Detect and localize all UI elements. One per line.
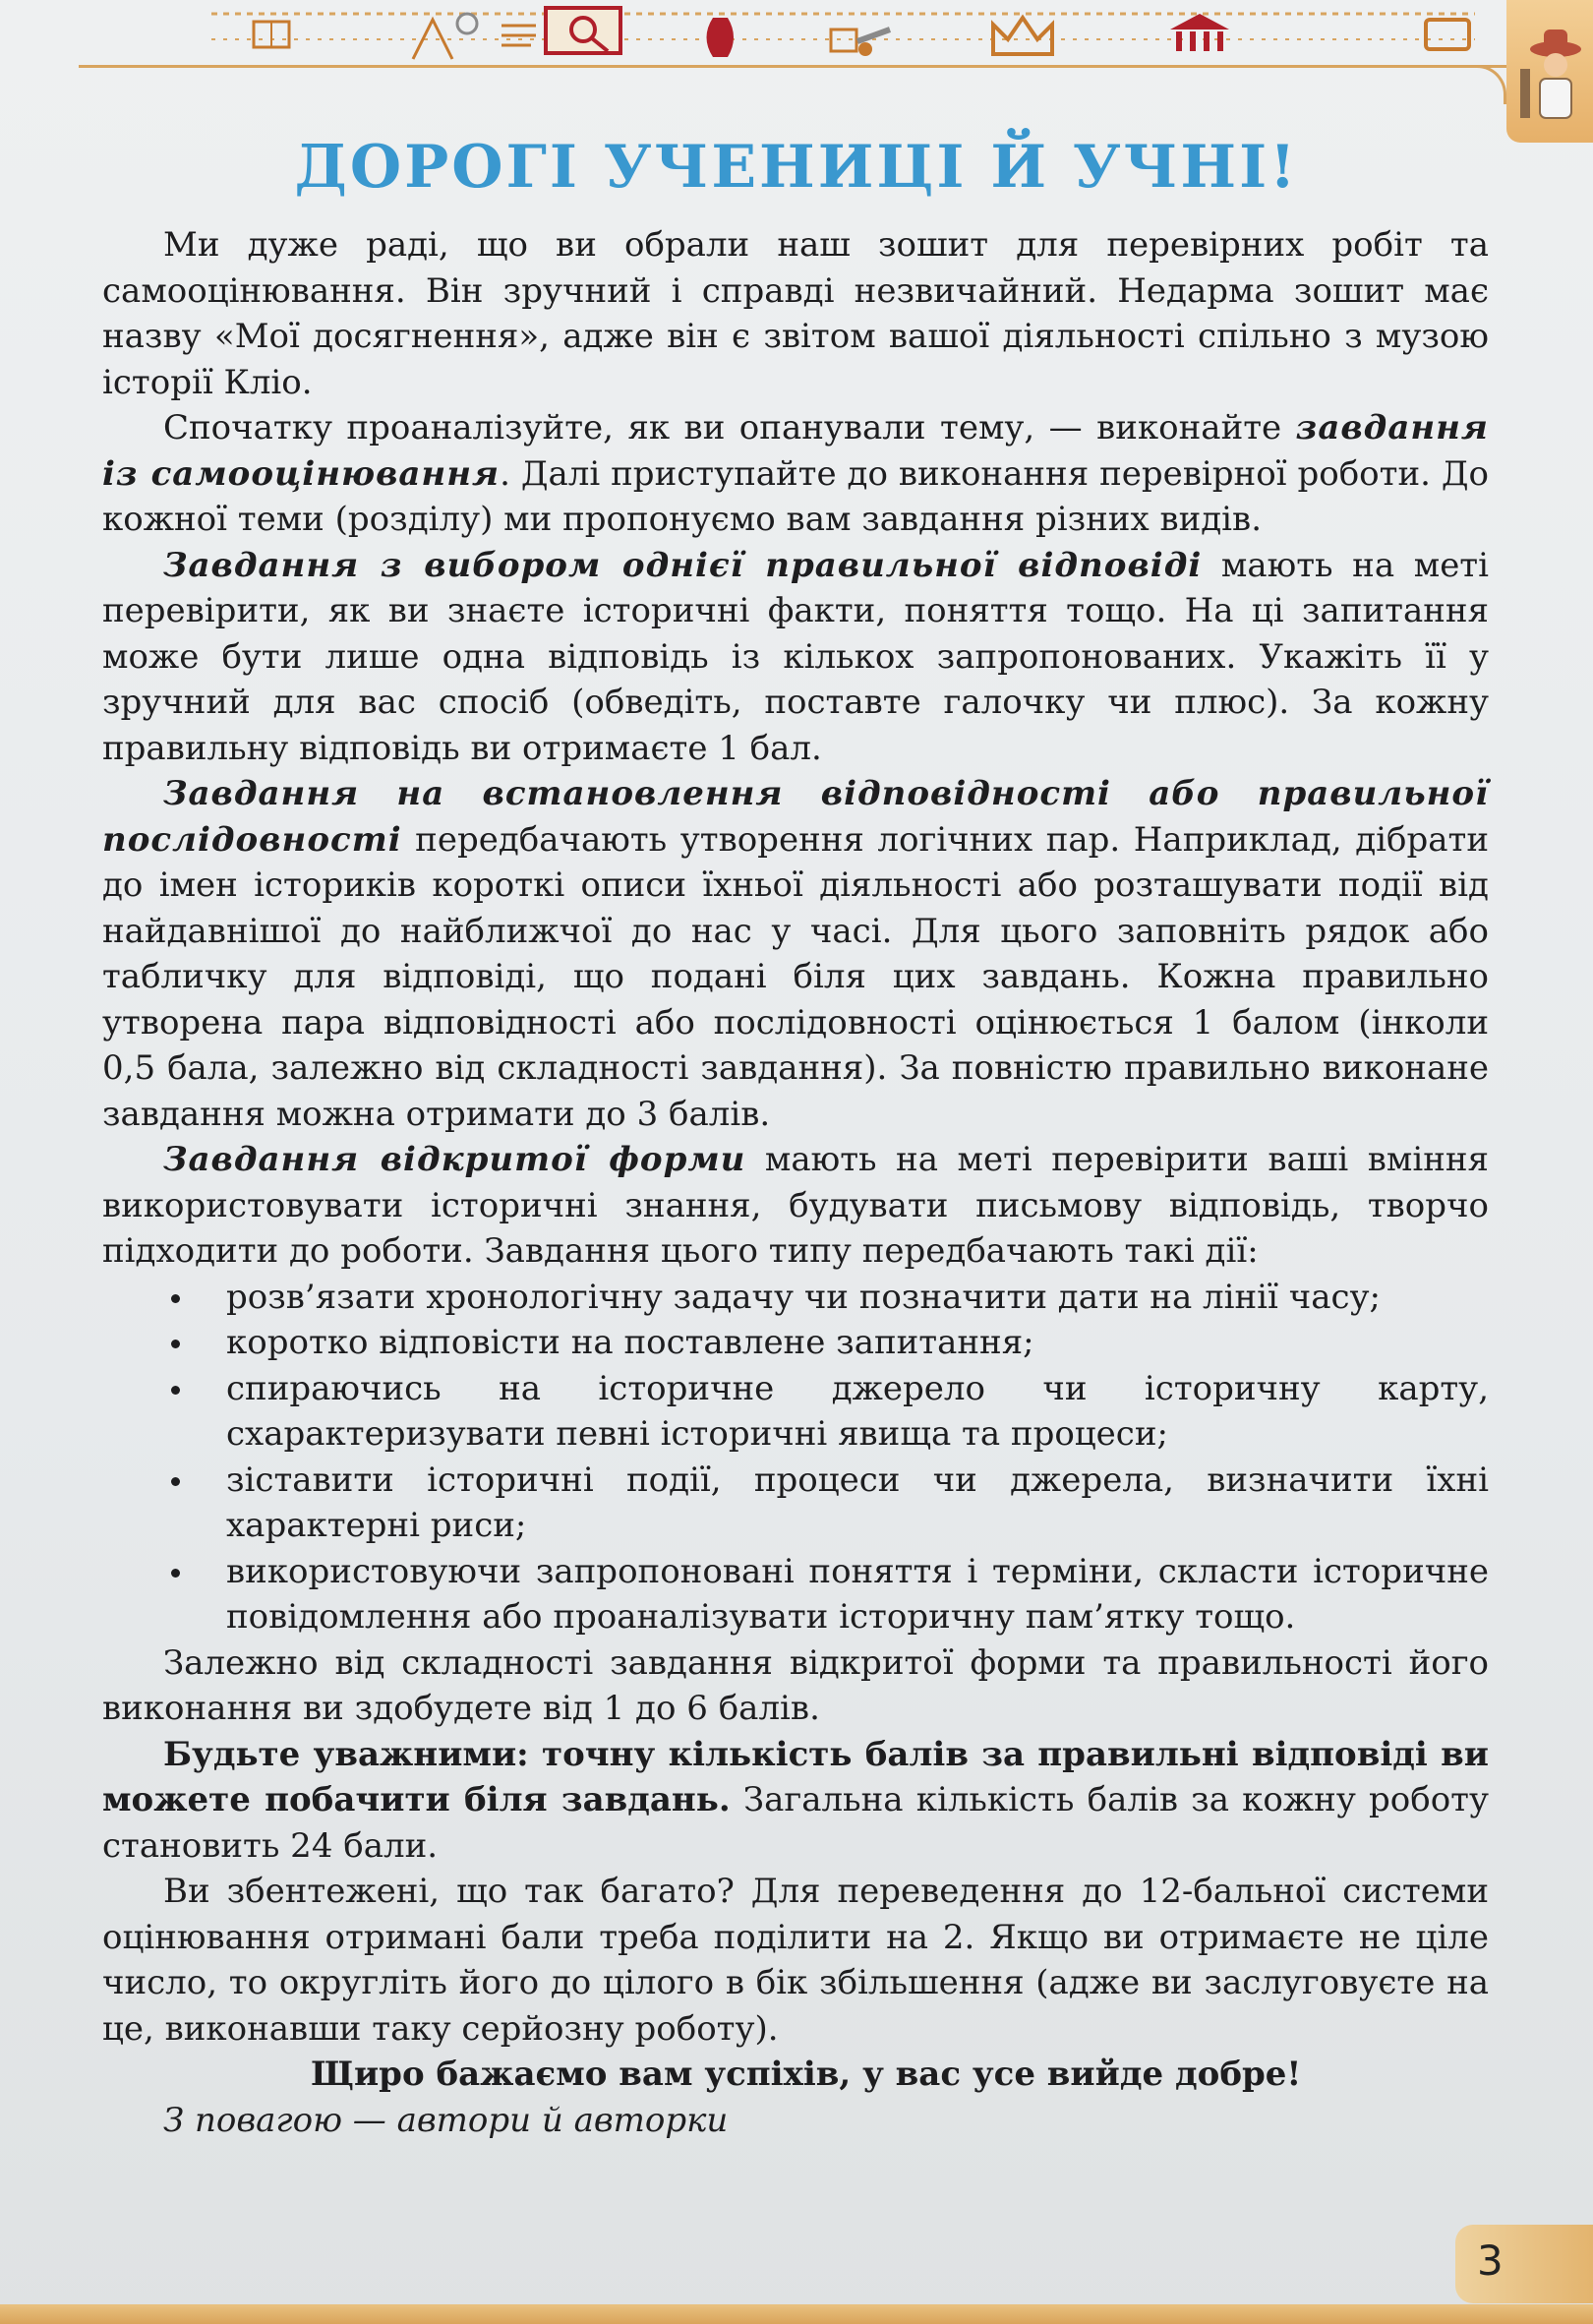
signature: З повагою — автори й авторки [163, 2100, 729, 2140]
corner-tab [1506, 0, 1593, 143]
self-assessment-term: завдання із самооцінювання [102, 408, 1489, 494]
temple-icon [1170, 14, 1229, 51]
shield-icon [831, 30, 856, 51]
compass-icon [413, 14, 477, 59]
paragraph-intro: Ми дуже раді, що ви обрали наш зошит для перевірних робіт та самооцінювання. Він зручний і справді незвичайний. Недарма зошит має назву «Мої досягнення», адже він є звітом вашої діяльності спільно з музою історії Кліо. [102, 225, 1489, 402]
cannon-icon [857, 30, 890, 56]
paragraph-grading: Ви збентежені, що так багато? Для переведення до 12-бальної системи оцінювання отримані бали треба поділити на 2. Якщо ви отримаєте не ціле число, то округліть його до цілого в бік збільшення (адже ви заслуговуєте на це, виконавши таку серйозну роботу). [102, 1872, 1489, 2049]
book-icon [254, 22, 289, 47]
list-item: розв’язати хронологічну задачу чи позначити дати на лінії часу; [226, 1275, 1489, 1321]
page-title: ДОРОГІ УЧЕНИЦІ Й УЧНІ! [294, 133, 1299, 202]
frame-line [79, 65, 1506, 68]
single-choice-term: Завдання з вибором однієї правильної відповіді [163, 545, 1203, 585]
main-text [102, 222, 1489, 2143]
magnifier-book-icon [546, 8, 620, 53]
bottom-bar [0, 2304, 1593, 2324]
paragraph-attention: Будьте уважними: точну кількість балів за правильні відповіді ви можете побачити біля завдань. Загальна кількість балів за кожну роботу становить 24 бали. [102, 1734, 1490, 1866]
list-item: спираючись на історичне джерело чи історичну карту, схарактеризувати певні історичні явища та процеси; [226, 1366, 1489, 1458]
explorer-icon [1506, 0, 1593, 143]
list-item: зіставити історичні події, процеси чи джерела, визначити їхні характерні риси; [226, 1458, 1489, 1549]
chest-icon [1426, 20, 1469, 49]
paragraph-single-choice: Завдання з вибором однієї правильної відповіді мають на меті перевірити, як ви знаєте історичні факти, поняття тощо. На ці запитання може бути лише одна відповідь із кількох запропонованих. Укажіть її у зручний для вас спосіб (обведіть, поставте галочку чи плюс). За кожну правильну відповідь ви отримаєте 1 бал. [102, 545, 1489, 768]
scroll-icon [502, 26, 536, 45]
list-item: коротко відповісти на поставлене запитання; [226, 1320, 1489, 1366]
paragraph-open-form: Завдання відкритої форми мають на меті перевірити ваші вміння використовувати історичні знання, будувати письмову відповідь, творчо підходити до роботи. Завдання цього типу передбачають такі дії: [102, 1140, 1489, 1271]
page-number: 3 [1477, 2236, 1504, 2285]
list-item: використовуючи запропоновані поняття і терміни, скласти історичне повідомлення або проаналізувати історичну пам’ятку тощо. [226, 1549, 1489, 1640]
paragraph-self-assessment: Спочатку проаналізуйте, як ви опанували тему, — виконайте завдання із самооцінювання. Далі приступайте до виконання перевірної роботи. До кожної теми (розділу) ми пропонуємо вам завдання різних видів. [102, 408, 1489, 539]
open-form-term: Завдання відкритої форми [163, 1140, 746, 1179]
page-number-tab [1455, 2225, 1593, 2303]
paragraph-matching: Завдання на встановлення відповідності або правильної послідовності передбачають утворення логічних пар. Наприклад, дібрати до імен істориків короткі описи їхньої діяльності або розташувати події від найдавнішої до найближчої до нас у часі. Для цього заповніть рядок або табличку для відповіді, що подані біля цих завдань. Кожна правильно утворена пара відповідності або послідовності оцінюється 1 балом (інколи 0,5 бала, залежно від складності завдання). За повністю правильно виконане завдання можна отримати до 3 балів. [102, 774, 1489, 1134]
crown-icon [993, 18, 1052, 54]
actions-list [102, 1275, 1489, 1640]
matching-term: Завдання на встановлення відповідності або правильної послідовності [102, 774, 1489, 860]
amphora-icon [707, 18, 735, 57]
attention-note: Будьте уважними: точну кількість балів за правильні відповіді ви можете побачити біля завдань. [102, 1734, 1489, 1819]
wish-line: Щиро бажаємо вам успіхів, у вас усе вийде добре! [311, 2055, 1302, 2094]
paragraph-open-form-points: Залежно від складності завдання відкритої форми та правильності його виконання ви здобудете від 1 до 6 балів. [102, 1642, 1489, 1728]
